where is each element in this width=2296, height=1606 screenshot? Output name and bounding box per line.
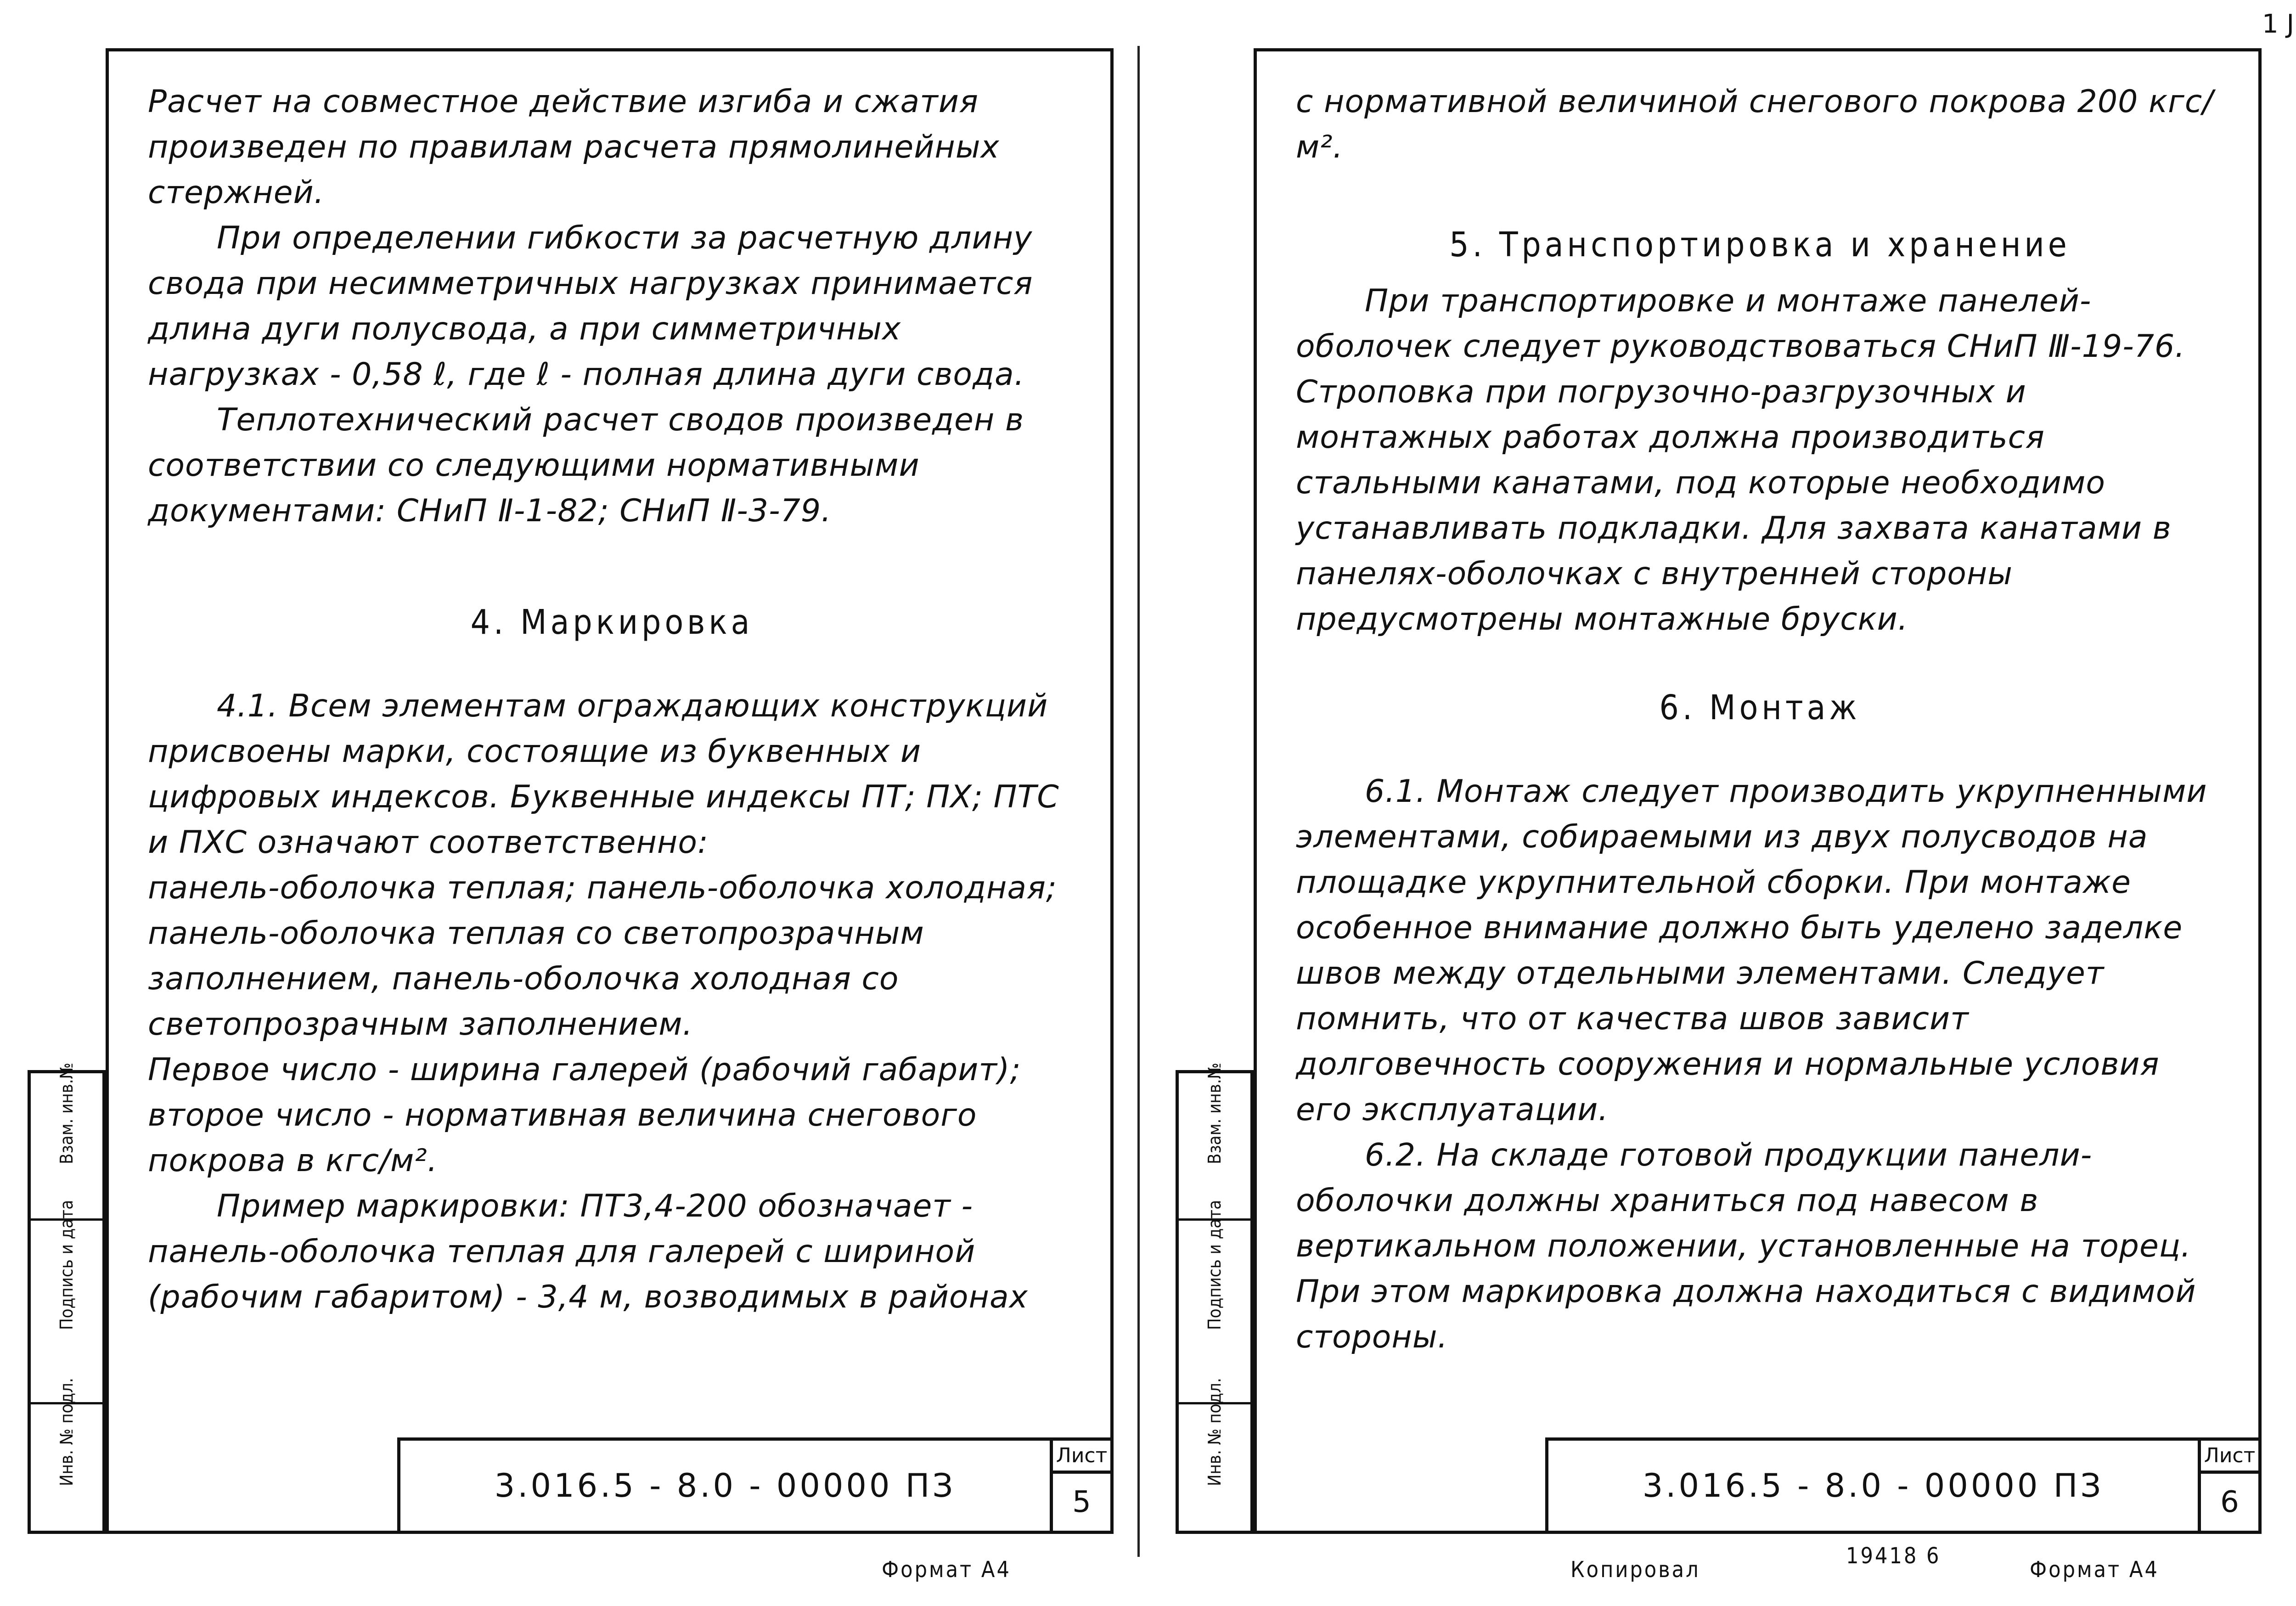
stamp-cell [31,1200,102,1402]
section-heading: 4. Маркировка [470,603,754,642]
paragraph-group-bottom [148,683,1076,1320]
side-stamp [28,1062,106,1534]
sheet-number-box [2201,1441,2258,1531]
stamp-label: Взам. инв.№ [1204,1062,1225,1164]
section-heading: 5. Транспортировка и хранение [1449,225,2071,265]
paragraph: 4.1. Всем элементам ограждающих конструкций присвоены марки, состоящие из буквенных и цифровых индексов. Буквенные индексы ПТ; ПХ; ПТС и ПХС означают соответственно: [148,688,1059,861]
sheet-label: Лист [1053,1441,1110,1474]
paragraph: 6.2. На складе готовой продукции панели-оболочки должны храниться под навесом в вертикальном положении, установленные на торец. При этом маркировка должна находиться с видимой стороны. [1296,1137,2196,1355]
copy-note: Копировал [1570,1557,1700,1583]
paragraph-group-bottom [1296,769,2224,1360]
stamp-cell [1179,1200,1250,1402]
sheet-number: 5 [1072,1485,1091,1519]
paragraph: панель-оболочка теплая; панель-оболочка холодная; панель-оболочка теплая со светопрозрачным заполнением, панель-оболочка холодная со светопрозрачным заполнением. [148,870,1057,1042]
paragraph-group-top [1296,79,2224,170]
page-fold-line [1137,46,1140,1557]
sheet-page-6 [1204,48,2262,1534]
paragraph: 6.1. Монтаж следует производить укрупненными элементами, собираемыми из двух полусводов на площадке укрупнительной сборки. При монтаже особенное внимание должно быть уделено заделке швов между отдельными элементами. Следует помнить, что от качества швов зависит долговечность сооружения и нормальные условия его эксплуатации. [1296,773,2207,1128]
inventory-note: 19418 6 [1846,1543,1941,1569]
document-code: 3.016.5 - 8.0 - 00000 ПЗ [1548,1441,2201,1531]
paragraph-group-mid [1296,278,2224,642]
stamp-label: Инв. № подл. [56,1377,77,1486]
stamp-cell [1179,1062,1250,1218]
paragraph: Расчет на совместное действие изгиба и сжатия произведен по правилам расчета прямолинейных стержней. [148,84,1000,211]
stamp-cell [1179,1377,1250,1531]
format-note: Формат А4 [2030,1557,2159,1583]
stamp-label: Подпись и дата [1204,1200,1225,1330]
stamp-label: Подпись и дата [56,1200,77,1330]
sheet-page-5 [56,48,1114,1534]
paragraph: Теплотехнический расчет сводов произведен в соответствии со следующими нормативными документами: СНиП Ⅱ-1-82; СНиП Ⅱ-3-79. [148,402,1024,529]
stamp-label: Взам. инв.№ [56,1062,77,1164]
paragraph: Первое число - ширина галерей (рабочий габарит); второе число - нормативная величина снегового покрова в кгс/м². [148,1052,1021,1179]
section-heading: 6. Монтаж [1659,688,1861,727]
document-code: 3.016.5 - 8.0 - 00000 ПЗ [400,1441,1053,1531]
format-note: Формат А4 [882,1557,1011,1583]
paragraph: Пример маркировки: ПТ3,4-200 обозначает - панель-оболочка теплая для галерей с шириной (рабочим габаритом) - 3,4 м, возводимых в районах [148,1188,1028,1315]
sheet-number: 6 [2220,1485,2239,1519]
corner-mark: 1 J [2262,9,2294,39]
sheet-body [1296,79,2224,1360]
sheet-number-box [1053,1441,1110,1531]
stamp-cell [31,1377,102,1531]
paragraph: При определении гибкости за расчетную длину свода при несимметричных нагрузках принимается длина дуги полусвода, а при симметричных нагрузках - 0,58 ℓ, где ℓ - полная длина дуги свода. [148,220,1033,393]
stamp-cell [31,1062,102,1218]
paragraph: с нормативной величиной снегового покрова 200 кгс/м². [1296,84,2214,165]
paragraph-group-top [148,79,1076,534]
sheet-body [148,79,1076,1320]
title-block [397,1437,1114,1534]
stamp-label: Инв. № подл. [1204,1377,1225,1486]
side-stamp [1176,1062,1254,1534]
sheet-label: Лист [2201,1441,2258,1474]
paragraph: При транспортировке и монтаже панелей-оболочек следует руководствоваться СНиП Ⅲ-19-76. Строповка при погрузочно-разгрузочных и монтажных работах должна производиться стальными канатами, под которые необходимо устанавливать подкладки. Для захвата канатами в панелях-оболочках с внутренней стороны предусмотрены монтажные бруски. [1296,283,2185,637]
title-block [1545,1437,2262,1534]
